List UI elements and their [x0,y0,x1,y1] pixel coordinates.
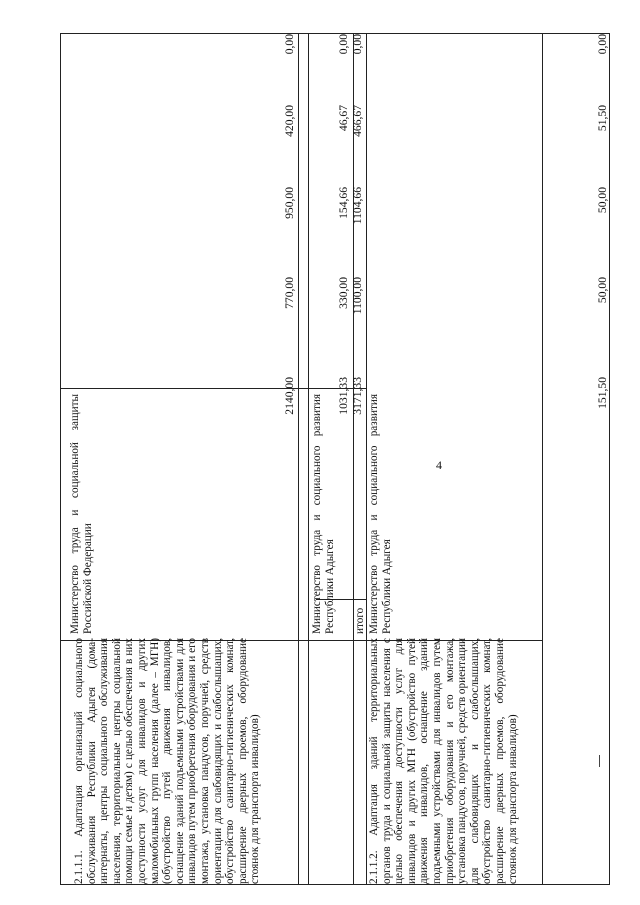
value-cell: 50,00 [596,187,609,214]
value-cell: 1104,66 [351,187,364,225]
value-cell: 1031,33 [337,377,350,415]
value-cell: 466,67 [351,105,364,137]
value-cell: 330,00 [337,277,350,309]
value-cell: 0,00 [596,34,609,55]
page-number: 4 [436,458,442,472]
value-cell: 0,00 [283,34,296,55]
value-cell: 2140,00 [283,377,296,415]
value-cell [596,0,609,4]
row-1-description-text: Адаптация организаций социального обслуживания Республики Адыгея (дома-интернаты, центры социального обслуживания населения, территориальные центры социальной помощи семье и детям) с целью обеспечения в них доступности услуг для инвалидов и других маломобильных групп населения (далее – МГН) (обустройство путей движения инвалидов, оснащение зданий подъемными устройствами для инвалидов путем приобретения оборудования и его монтажа, установка пандусов, поручней, средств ориентации для слабовидящих и слабослышащих, обустройство санитарно-гигиенических комнат, расширение дверных проемов, оборудование стоянок для транспорта инвалидов) [73,638,262,884]
budget-table [60,33,610,885]
row-2-description [368,638,540,884]
value-cell: 50,00 [596,277,609,304]
value-cell: 3171,33 [351,377,364,415]
row-1-executor-1: Министерство труда и социальной защиты Российской Федерации [69,394,95,634]
value-cell [283,0,296,4]
row-2-description-text: Адаптация зданий территориальных органов труда и социальной защиты населения с целью обеспечения доступности услуг для инвалидов и других МГН (обустройство путей движения инвалидов, оснащение зданий подъемными устройствами для инвалидов путем приобретения оборудования и его монтажа, установка пандусов, поручней, средств ориентации для слабовидящих и слабослышащих, обустройство санитарно-гигиенических комнат, расширение дверных проемов, оборудование стоянок для транспорта инвалидов) [368,638,519,884]
value-cell: 950,00 [283,187,296,219]
column-border [308,34,309,884]
value-cell: 51,50 [596,105,609,132]
row-1-executor-3: итого [354,607,366,634]
value-cell [351,0,364,4]
value-cell: 1100,00 [351,277,364,315]
row-2-code: 2.1.1.2. [368,850,380,884]
scan-mark [599,755,600,767]
row-2-executor: Министерство труда и социального развития Республики Адыгея [368,394,394,634]
value-cell: 46,67 [337,105,350,132]
value-cell: 420,00 [283,105,296,137]
value-cell: 151,50 [596,377,609,409]
row-1-executor-2: Министерство труда и социального развития Республики Адыгея [311,394,337,634]
row-border [61,388,366,389]
value-cell: 154,66 [337,187,350,219]
value-cell: 0,00 [337,34,350,55]
value-cell: 770,00 [283,277,296,309]
row-1-code: 2.1.1.1. [73,850,85,884]
value-cell: 0,00 [351,34,364,55]
value-cell [337,0,350,4]
column-border [542,34,543,884]
row-1-description [73,638,299,884]
